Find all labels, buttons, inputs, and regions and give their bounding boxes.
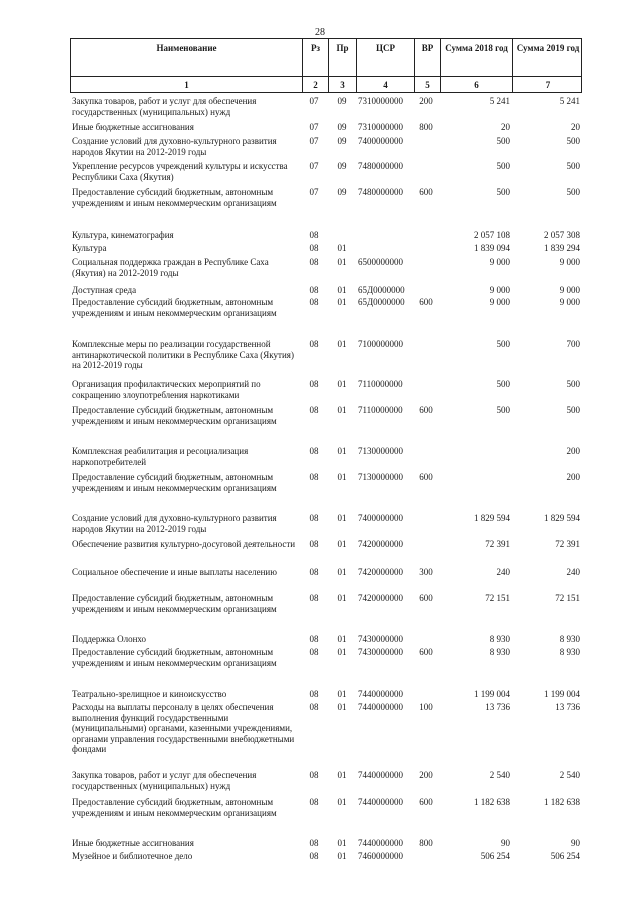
row-csr: 7100000000 [358, 339, 403, 349]
row-sum-2018: 500 [496, 187, 510, 197]
row-pr: 01 [337, 446, 347, 456]
row-name: Доступная среда [72, 285, 137, 295]
row-sum-2019: 8 930 [559, 634, 580, 644]
row-sum-2019: 500 [566, 379, 580, 389]
row-sum-2018: 1 182 638 [474, 797, 510, 807]
row-pr: 01 [337, 405, 347, 415]
header-pr: Пр [329, 39, 357, 59]
row-pr: 01 [337, 243, 347, 253]
row-name: Предоставление субсидий бюджетным, автономным учреждениям и иным некоммерческим организациям [72, 297, 277, 318]
row-pr: 01 [337, 851, 347, 861]
row-sum-2018: 5 241 [489, 96, 510, 106]
row-rz: 07 [309, 122, 319, 132]
row-rz: 08 [309, 230, 319, 240]
row-sum-2019: 500 [566, 187, 580, 197]
row-rz: 08 [309, 379, 319, 389]
row-vr: 800 [419, 122, 433, 132]
row-csr: 7420000000 [358, 539, 403, 549]
row-name: Укрепление ресурсов учреждений культуры и искусства Республики Саха (Якутия) [72, 161, 288, 182]
row-name: Социальное обеспечение и иные выплаты населению [72, 567, 277, 577]
row-csr: 7130000000 [358, 446, 403, 456]
row-sum-2018: 13 736 [485, 702, 510, 712]
row-name: Поддержка Олонхо [72, 634, 147, 644]
row-name: Предоставление субсидий бюджетным, автономным учреждениям и иным некоммерческим организациям [72, 472, 277, 493]
row-rz: 07 [309, 136, 319, 146]
row-rz: 07 [309, 161, 319, 171]
row-sum-2018: 500 [496, 161, 510, 171]
row-name: Закупка товаров, работ и услуг для обеспечения государственных (муниципальных) нужд [72, 96, 257, 117]
row-rz: 08 [309, 634, 319, 644]
row-sum-2019: 2 057 308 [544, 230, 580, 240]
row-rz: 07 [309, 96, 319, 106]
row-csr: 7440000000 [358, 770, 403, 780]
row-name: Предоставление субсидий бюджетным, автономным учреждениям и иным некоммерческим организациям [72, 187, 277, 208]
row-name: Создание условий для духовно-культурного развития народов Якутии на 2012-2019 годы [72, 513, 277, 534]
row-sum-2018: 500 [496, 405, 510, 415]
row-sum-2019: 9 000 [559, 285, 580, 295]
row-name: Предоставление субсидий бюджетным, автономным учреждениям и иным некоммерческим организациям [72, 797, 277, 818]
row-rz: 08 [309, 243, 319, 253]
row-rz: 08 [309, 472, 319, 482]
row-pr: 09 [337, 122, 347, 132]
row-rz: 08 [309, 838, 319, 848]
row-vr: 600 [419, 593, 433, 603]
row-sum-2018: 9 000 [489, 297, 510, 307]
row-rz: 08 [309, 567, 319, 577]
column-number: 4 [357, 77, 415, 92]
row-sum-2018: 500 [496, 136, 510, 146]
header-rz: Рз [303, 39, 329, 59]
row-name: Предоставление субсидий бюджетным, автономным учреждениям и иным некоммерческим организациям [72, 593, 277, 614]
row-pr: 01 [337, 647, 347, 657]
row-sum-2018: 2 057 108 [474, 230, 510, 240]
row-vr: 200 [419, 96, 433, 106]
column-divider [356, 59, 357, 76]
row-name: Предоставление субсидий бюджетным, автономным учреждениям и иным некоммерческим организациям [72, 647, 277, 668]
row-pr: 01 [337, 257, 347, 267]
row-rz: 08 [309, 513, 319, 523]
row-pr: 09 [337, 161, 347, 171]
row-name: Расходы на выплаты персоналу в целях обеспечения выполнения функций государственными (муниципальными) органами, казенными учреждениями, органами управления государственными внебюджетными фондами [72, 702, 295, 754]
row-vr: 300 [419, 567, 433, 577]
row-sum-2018: 500 [496, 339, 510, 349]
row-rz: 08 [309, 297, 319, 307]
row-pr: 01 [337, 297, 347, 307]
row-name: Предоставление субсидий бюджетным, автономным учреждениям и иным некоммерческим организациям [72, 405, 277, 426]
row-name: Комплексная реабилитация и ресоциализация наркопотребителей [72, 446, 249, 467]
row-csr: 7130000000 [358, 472, 403, 482]
row-pr: 01 [337, 770, 347, 780]
page-number: 28 [315, 27, 325, 38]
row-sum-2019: 700 [566, 339, 580, 349]
row-sum-2018: 72 391 [485, 539, 510, 549]
row-csr: 7310000000 [358, 122, 403, 132]
row-csr: 7480000000 [358, 187, 403, 197]
row-rz: 08 [309, 702, 319, 712]
row-sum-2018: 8 930 [489, 634, 510, 644]
row-vr: 200 [419, 770, 433, 780]
row-name: Культура [72, 243, 107, 253]
column-number: 2 [303, 77, 329, 92]
row-pr: 01 [337, 838, 347, 848]
row-sum-2019: 5 241 [559, 96, 580, 106]
row-sum-2018: 72 151 [485, 593, 510, 603]
row-sum-2019: 240 [566, 567, 580, 577]
column-number: 1 [71, 77, 303, 92]
row-sum-2019: 9 000 [559, 297, 580, 307]
row-sum-2018: 20 [501, 122, 510, 132]
row-name: Закупка товаров, работ и услуг для обеспечения государственных (муниципальных) нужд [72, 770, 257, 791]
row-rz: 08 [309, 797, 319, 807]
row-csr: 7420000000 [358, 593, 403, 603]
row-name: Иные бюджетные ассигнования [72, 838, 194, 848]
row-csr: 7110000000 [358, 405, 403, 415]
row-csr: 7440000000 [358, 702, 403, 712]
row-rz: 08 [309, 770, 319, 780]
row-csr: 7440000000 [358, 838, 403, 848]
row-sum-2019: 8 930 [559, 647, 580, 657]
row-sum-2018: 506 254 [480, 851, 510, 861]
row-vr: 600 [419, 647, 433, 657]
row-pr: 01 [337, 513, 347, 523]
header-sum-2018: Сумма 2018 год [441, 39, 513, 59]
row-sum-2018: 1 829 594 [474, 513, 510, 523]
row-csr: 7110000000 [358, 379, 403, 389]
row-sum-2019: 506 254 [550, 851, 580, 861]
row-vr: 800 [419, 838, 433, 848]
row-rz: 08 [309, 405, 319, 415]
row-sum-2019: 1 182 638 [544, 797, 580, 807]
row-name: Создание условий для духовно-культурного развития народов Якутии на 2012-2019 годы [72, 136, 277, 157]
row-pr: 01 [337, 339, 347, 349]
row-sum-2019: 200 [566, 472, 580, 482]
row-sum-2019: 1 829 594 [544, 513, 580, 523]
column-divider [414, 59, 415, 76]
row-csr: 7460000000 [358, 851, 403, 861]
row-sum-2019: 9 000 [559, 257, 580, 267]
row-sum-2018: 8 930 [489, 647, 510, 657]
row-vr: 600 [419, 297, 433, 307]
column-divider [302, 59, 303, 76]
row-name: Театрально-зрелищное и киноискусство [72, 689, 227, 699]
row-pr: 01 [337, 689, 347, 699]
row-vr: 600 [419, 405, 433, 415]
column-divider [328, 59, 329, 76]
row-sum-2019: 200 [566, 446, 580, 456]
row-vr: 100 [419, 702, 433, 712]
row-sum-2019: 13 736 [555, 702, 580, 712]
row-rz: 08 [309, 539, 319, 549]
row-sum-2019: 90 [571, 838, 580, 848]
row-csr: 65Д0000000 [358, 285, 405, 295]
column-divider [512, 59, 513, 76]
row-pr: 01 [337, 593, 347, 603]
row-csr: 7430000000 [358, 647, 403, 657]
row-sum-2019: 500 [566, 136, 580, 146]
row-rz: 08 [309, 257, 319, 267]
row-sum-2018: 90 [501, 838, 510, 848]
column-number-row [70, 76, 582, 93]
row-csr: 7480000000 [358, 161, 403, 171]
row-sum-2019: 500 [566, 161, 580, 171]
row-rz: 08 [309, 339, 319, 349]
header-csr: ЦСР [357, 39, 415, 59]
row-vr: 600 [419, 797, 433, 807]
row-name: Музейное и библиотечное дело [72, 851, 193, 861]
row-name: Иные бюджетные ассигнования [72, 122, 194, 132]
row-vr: 600 [419, 472, 433, 482]
row-csr: 7440000000 [358, 689, 403, 699]
row-rz: 07 [309, 187, 319, 197]
row-sum-2019: 20 [571, 122, 580, 132]
column-number: 5 [415, 77, 441, 92]
table-header [70, 38, 582, 59]
row-csr: 7400000000 [358, 513, 403, 523]
row-sum-2018: 2 540 [489, 770, 510, 780]
row-sum-2018: 9 000 [489, 257, 510, 267]
row-csr: 7420000000 [358, 567, 403, 577]
row-pr: 09 [337, 187, 347, 197]
row-sum-2018: 1 839 094 [474, 243, 510, 253]
row-rz: 08 [309, 446, 319, 456]
row-pr: 01 [337, 379, 347, 389]
row-sum-2019: 2 540 [559, 770, 580, 780]
row-pr: 01 [337, 539, 347, 549]
row-name: Социальная поддержка граждан в Республике Саха (Якутия) на 2012-2019 годы [72, 257, 269, 278]
row-csr: 7400000000 [358, 136, 403, 146]
row-pr: 01 [337, 797, 347, 807]
row-rz: 08 [309, 285, 319, 295]
row-pr: 01 [337, 472, 347, 482]
row-csr: 7440000000 [358, 797, 403, 807]
row-rz: 08 [309, 851, 319, 861]
row-sum-2018: 9 000 [489, 285, 510, 295]
row-sum-2019: 72 391 [555, 539, 580, 549]
row-csr: 6500000000 [358, 257, 403, 267]
row-vr: 600 [419, 187, 433, 197]
row-name: Организация профилактических мероприятий по сокращению злоупотребления наркотиками [72, 379, 261, 400]
row-rz: 08 [309, 689, 319, 699]
row-pr: 09 [337, 136, 347, 146]
header-sum-2019: Сумма 2019 год [516, 43, 580, 53]
header-spacer [70, 59, 582, 76]
row-pr: 01 [337, 634, 347, 644]
column-number: 7 [545, 80, 551, 90]
row-sum-2019: 1 839 294 [544, 243, 580, 253]
header-vr: ВР [415, 39, 441, 59]
row-rz: 08 [309, 647, 319, 657]
row-rz: 08 [309, 593, 319, 603]
row-pr: 09 [337, 96, 347, 106]
row-sum-2019: 500 [566, 405, 580, 415]
row-csr: 7310000000 [358, 96, 403, 106]
row-name: Культура, кинематография [72, 230, 174, 240]
column-number: 6 [441, 77, 513, 92]
column-number: 3 [329, 77, 357, 92]
row-pr: 01 [337, 567, 347, 577]
column-divider [440, 59, 441, 76]
row-csr: 65Д0000000 [358, 297, 405, 307]
row-sum-2019: 1 199 004 [544, 689, 580, 699]
row-sum-2018: 1 199 004 [474, 689, 510, 699]
row-pr: 01 [337, 285, 347, 295]
row-csr: 7430000000 [358, 634, 403, 644]
row-pr: 01 [337, 702, 347, 712]
row-name: Обеспечение развития культурно-досуговой деятельности [72, 539, 296, 549]
header-name: Наименование [71, 39, 303, 59]
row-sum-2018: 240 [496, 567, 510, 577]
row-sum-2019: 72 151 [555, 593, 580, 603]
row-sum-2018: 500 [496, 379, 510, 389]
row-name: Комплексные меры по реализации государственной антинаркотической политики в Республике Саха (Якутия) на 2012-2019 годы [72, 339, 294, 370]
